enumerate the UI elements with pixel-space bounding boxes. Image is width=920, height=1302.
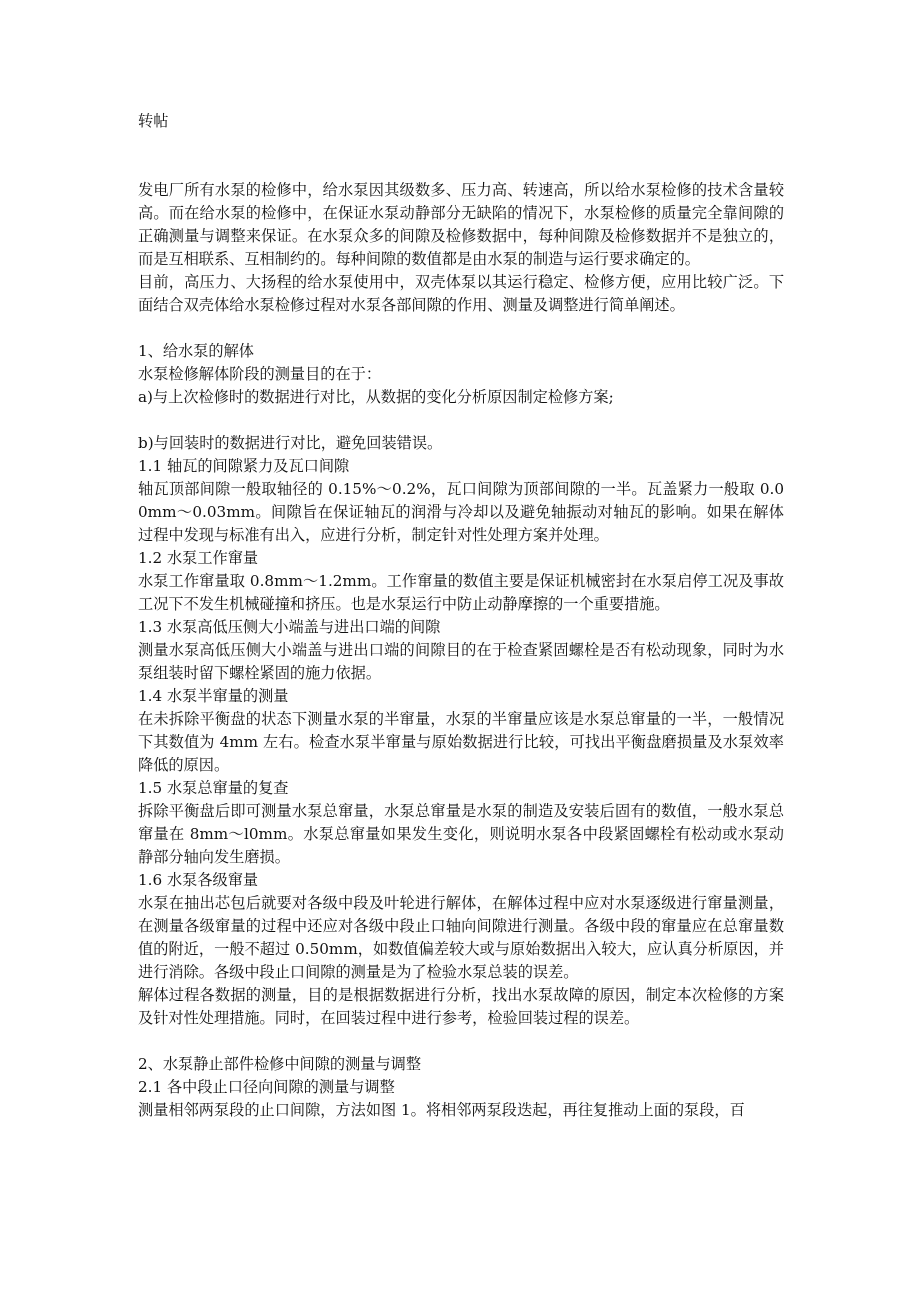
section-2-1-body: 测量相邻两泵段的止口间隙，方法如图 1。将相邻两泵段迭起，再往复推动上面的泵段，百: [138, 1101, 745, 1119]
repost-label: 转帖: [138, 112, 169, 130]
section-1-lead: 水泵检修解体阶段的测量目的在于：: [138, 365, 381, 383]
section-1-item-a: a)与上次检修时的数据进行对比，从数据的变化分析原因制定检修方案;: [138, 388, 614, 406]
section-1-6-body: 水泵在抽出芯包后就要对各级中段及叶轮进行解体，在解体过程中应对水泵逐级进行窜量测量，在测量各级窜量的过程中还应对各级中段止口轴向间隙进行测量。各级中段的窜量应在总窜量数值的附近，一般不超过 0.50mm，如数值偏差较大或与原始数据出入较大，应认真分析原因，并进行消除。各级中段止口间隙的测量是为了检验水泵总装的误差。: [138, 894, 784, 981]
section-1-1-body: 轴瓦顶部间隙一般取轴径的 0.15%～0.2%，瓦口间隙为顶部间隙的一半。瓦盖紧力一般取 0.00mm～0.03mm。间隙旨在保证轴瓦的润滑与冷却以及避免轴振动对轴瓦的影响。如果在解体过程中发现与标准有出入，应进行分析，制定针对性处理方案并处理。: [138, 480, 784, 544]
spacer: [138, 317, 784, 340]
intro-paragraph-2: 目前，高压力、大扬程的给水泵使用中，双壳体泵以其运行稳定、检修方便，应用比较广泛。下面结合双壳体给水泵检修过程对水泵各部间隙的作用、测量及调整进行简单阐述。: [138, 273, 784, 314]
spacer: [138, 409, 784, 432]
section-1-6-body-2: 解体过程各数据的测量，目的是根据数据进行分析，找出水泵故障的原因，制定本次检修的方案及针对性处理措施。同时，在回装过程中进行参考，检验回装过程的误差。: [138, 986, 784, 1027]
section-2-1-title: 2.1 各中段止口径向间隙的测量与调整: [138, 1078, 395, 1096]
section-1-5-title: 1.5 水泵总窜量的复查: [138, 779, 289, 797]
section-2-title: 2、水泵静止部件检修中间隙的测量与调整: [138, 1055, 422, 1073]
section-1-3-body: 测量水泵高低压侧大小端盖与进出口端的间隙目的在于检查紧固螺栓是否有松动现象，同时为水泵组装时留下螺栓紧固的施力依据。: [138, 641, 784, 682]
spacer: [138, 1030, 784, 1053]
section-1-2-title: 1.2 水泵工作窜量: [138, 549, 259, 567]
section-1-6-title: 1.6 水泵各级窜量: [138, 871, 259, 889]
spacer: [138, 133, 784, 156]
section-1-4-body: 在未拆除平衡盘的状态下测量水泵的半窜量，水泵的半窜量应该是水泵总窜量的一半，一般情况下其数值为 4mm 左右。检查水泵半窜量与原始数据进行比较，可找出平衡盘磨损量及水泵效率降低的原因。: [138, 710, 784, 774]
document-page: [138, 110, 784, 1122]
section-1-4-title: 1.4 水泵半窜量的测量: [138, 687, 289, 705]
section-1-title: 1、给水泵的解体: [138, 342, 254, 360]
section-1-3-title: 1.3 水泵高低压侧大小端盖与进出口端的间隙: [138, 618, 441, 636]
intro-paragraph-1: 发电厂所有水泵的检修中，给水泵因其级数多、压力高、转速高，所以给水泵检修的技术含量较高。而在给水泵的检修中，在保证水泵动静部分无缺陷的情况下，水泵检修的质量完全靠间隙的正确测量与调整来保证。在水泵众多的间隙及检修数据中，每种间隙及检修数据并不是独立的，而是互相联系、互相制约的。每种间隙的数值都是由水泵的制造与运行要求确定的。: [138, 181, 784, 268]
section-1-1-title: 1.1 轴瓦的间隙紧力及瓦口间隙: [138, 457, 350, 475]
section-1-2-body: 水泵工作窜量取 0.8mm～1.2mm。工作窜量的数值主要是保证机械密封在水泵启停工况及事故工况下不发生机械碰撞和挤压。也是水泵运行中防止动静摩擦的一个重要措施。: [138, 572, 784, 613]
spacer: [138, 156, 784, 179]
section-1-5-body: 拆除平衡盘后即可测量水泵总窜量，水泵总窜量是水泵的制造及安装后固有的数值，一般水泵总窜量在 8mm～l0mm。水泵总窜量如果发生变化，则说明水泵各中段紧固螺栓有松动或水泵动静部分轴向发生磨损。: [138, 802, 784, 866]
section-1-item-b: b)与回装时的数据进行对比，避免回装错误。: [138, 434, 443, 452]
